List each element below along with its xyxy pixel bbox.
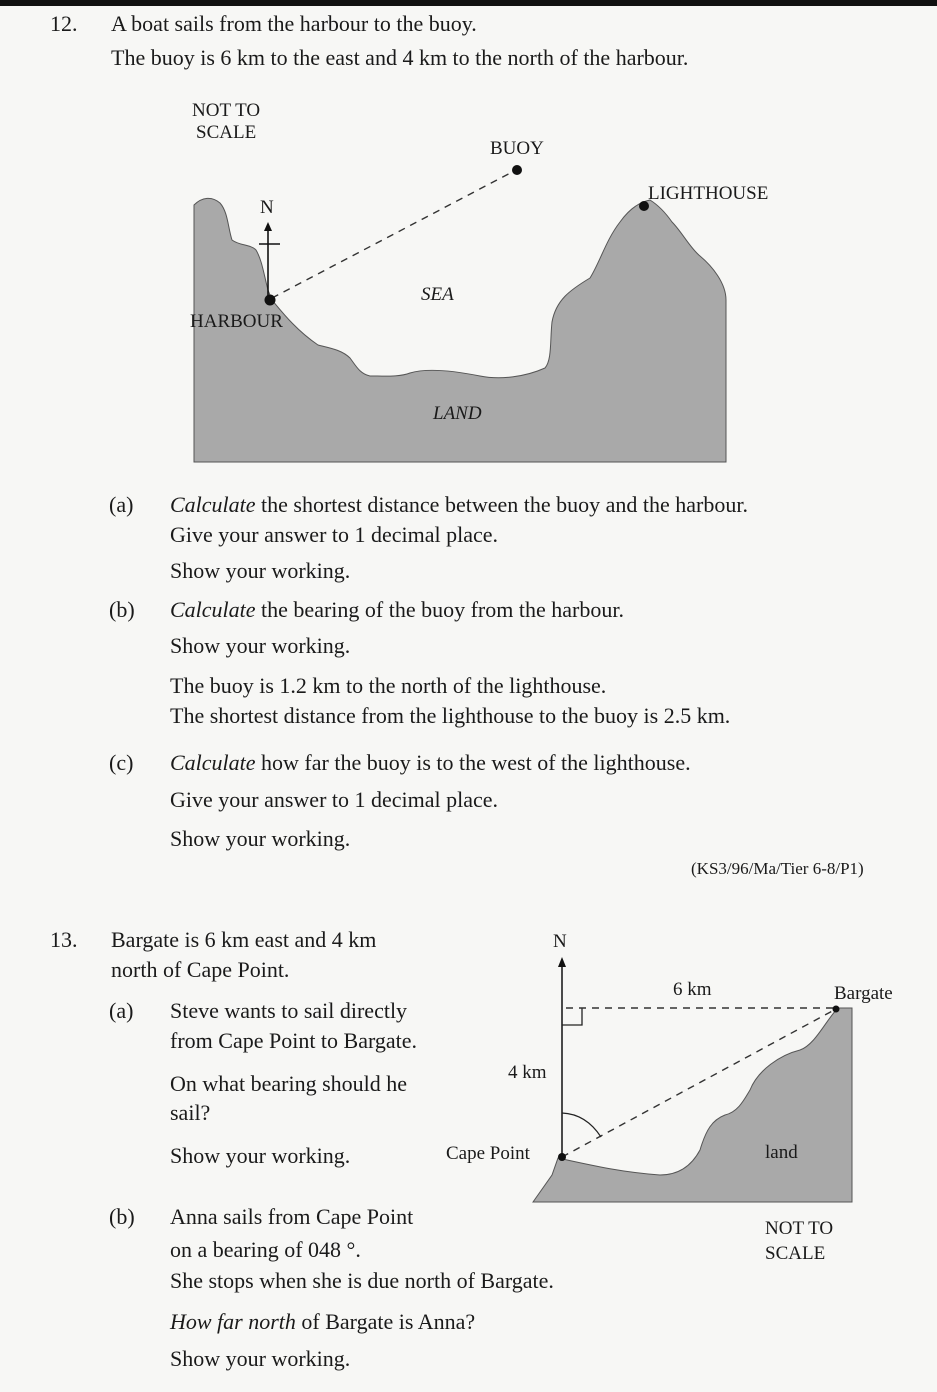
q12b-label: (b) (109, 597, 135, 622)
q12-source: (KS3/96/Ma/Tier 6-8/P1) (691, 859, 864, 878)
sea-label: SEA (421, 284, 454, 305)
bargate-point (833, 1006, 840, 1013)
q12a-verb: Calculate (170, 492, 256, 517)
q12-intro-line1: A boat sails from the harbour to the buoy. (111, 11, 477, 36)
q12a-rest: the shortest distance between the buoy and the harbour. (255, 492, 748, 517)
q12c-label: (c) (109, 750, 134, 775)
q12a-line2: Give your answer to 1 decimal place. (170, 522, 499, 547)
q13a-work: Show your working. (170, 1143, 351, 1168)
cape-point-label: Cape Point (446, 1143, 530, 1164)
q13a-q1: On what bearing should he (170, 1071, 408, 1096)
q12c-line2: Give your answer to 1 decimal place. (170, 787, 499, 812)
q13b-question-rest: of Bargate is Anna? (295, 1309, 476, 1334)
north-distance-label: 4 km (508, 1062, 547, 1083)
q13-land-shape (533, 1008, 852, 1202)
q12-info1: The buoy is 1.2 km to the north of the lighthouse. (170, 673, 607, 698)
q12-intro-line2: The buoy is 6 km to the east and 4 km to the north of the harbour. (111, 45, 689, 70)
q12a-line3: Show your working. (170, 558, 351, 583)
q13-intro-line2: north of Cape Point. (111, 957, 290, 982)
q13a-q2: sail? (170, 1100, 211, 1125)
q13b-line1: Anna sails from Cape Point (170, 1204, 414, 1229)
q12b-rest: the bearing of the buoy from the harbour. (255, 597, 624, 622)
q13b-line3: She stops when she is due north of Bargate. (170, 1268, 554, 1293)
q13b-line2: on a bearing of 048 °. (170, 1237, 361, 1262)
harbour-point (265, 295, 276, 306)
harbour-label: HARBOUR (190, 311, 283, 332)
q13b-question-italic: How far north (170, 1309, 296, 1334)
q13b-label: (b) (109, 1204, 135, 1229)
q13-not-to-scale-1: NOT TO (765, 1218, 834, 1239)
q13a-line2: from Cape Point to Bargate. (170, 1028, 418, 1053)
q12a-label: (a) (109, 492, 134, 517)
q12c-line1 (170, 750, 691, 776)
q13a-line1: Steve wants to sail directly (170, 998, 408, 1023)
right-angle-marker (562, 1008, 582, 1025)
q12b-verb: Calculate (170, 597, 256, 622)
q12c-line3: Show your working. (170, 826, 351, 851)
q13-north-label: N (553, 931, 567, 952)
q12b-line1 (170, 597, 624, 623)
cape-point-point (558, 1153, 566, 1161)
lighthouse-label: LIGHTHOUSE (648, 183, 769, 204)
q12-not-to-scale-1: NOT TO (192, 100, 261, 121)
q13-land-label: land (765, 1142, 798, 1163)
harbour-buoy-line (272, 170, 516, 298)
q12a-line1 (170, 492, 748, 518)
q12c-rest: how far the buoy is to the west of the lighthouse. (255, 750, 691, 775)
q13a-label: (a) (109, 998, 134, 1023)
q13-not-to-scale-2: SCALE (765, 1243, 826, 1264)
buoy-point (512, 165, 522, 175)
q12-north-arrowhead (264, 222, 272, 231)
buoy-label: BUOY (490, 138, 544, 159)
q12b-line2: Show your working. (170, 633, 351, 658)
q13b-question (170, 1309, 475, 1335)
q13-number: 13. (50, 927, 78, 952)
q12-info2: The shortest distance from the lighthouse to the buoy is 2.5 km. (170, 703, 731, 728)
q13-north-arrowhead (558, 957, 566, 967)
q13-intro-line1: Bargate is 6 km east and 4 km (111, 927, 377, 952)
q13b-work: Show your working. (170, 1346, 351, 1371)
q12-not-to-scale-2: SCALE (196, 122, 257, 143)
bearing-arc (562, 1113, 601, 1137)
q12-north-label: N (260, 197, 274, 218)
q12c-verb: Calculate (170, 750, 256, 775)
q12-number: 12. (50, 11, 78, 36)
east-distance-label: 6 km (673, 979, 712, 1000)
bargate-label: Bargate (834, 983, 893, 1004)
land-label: LAND (433, 403, 482, 424)
